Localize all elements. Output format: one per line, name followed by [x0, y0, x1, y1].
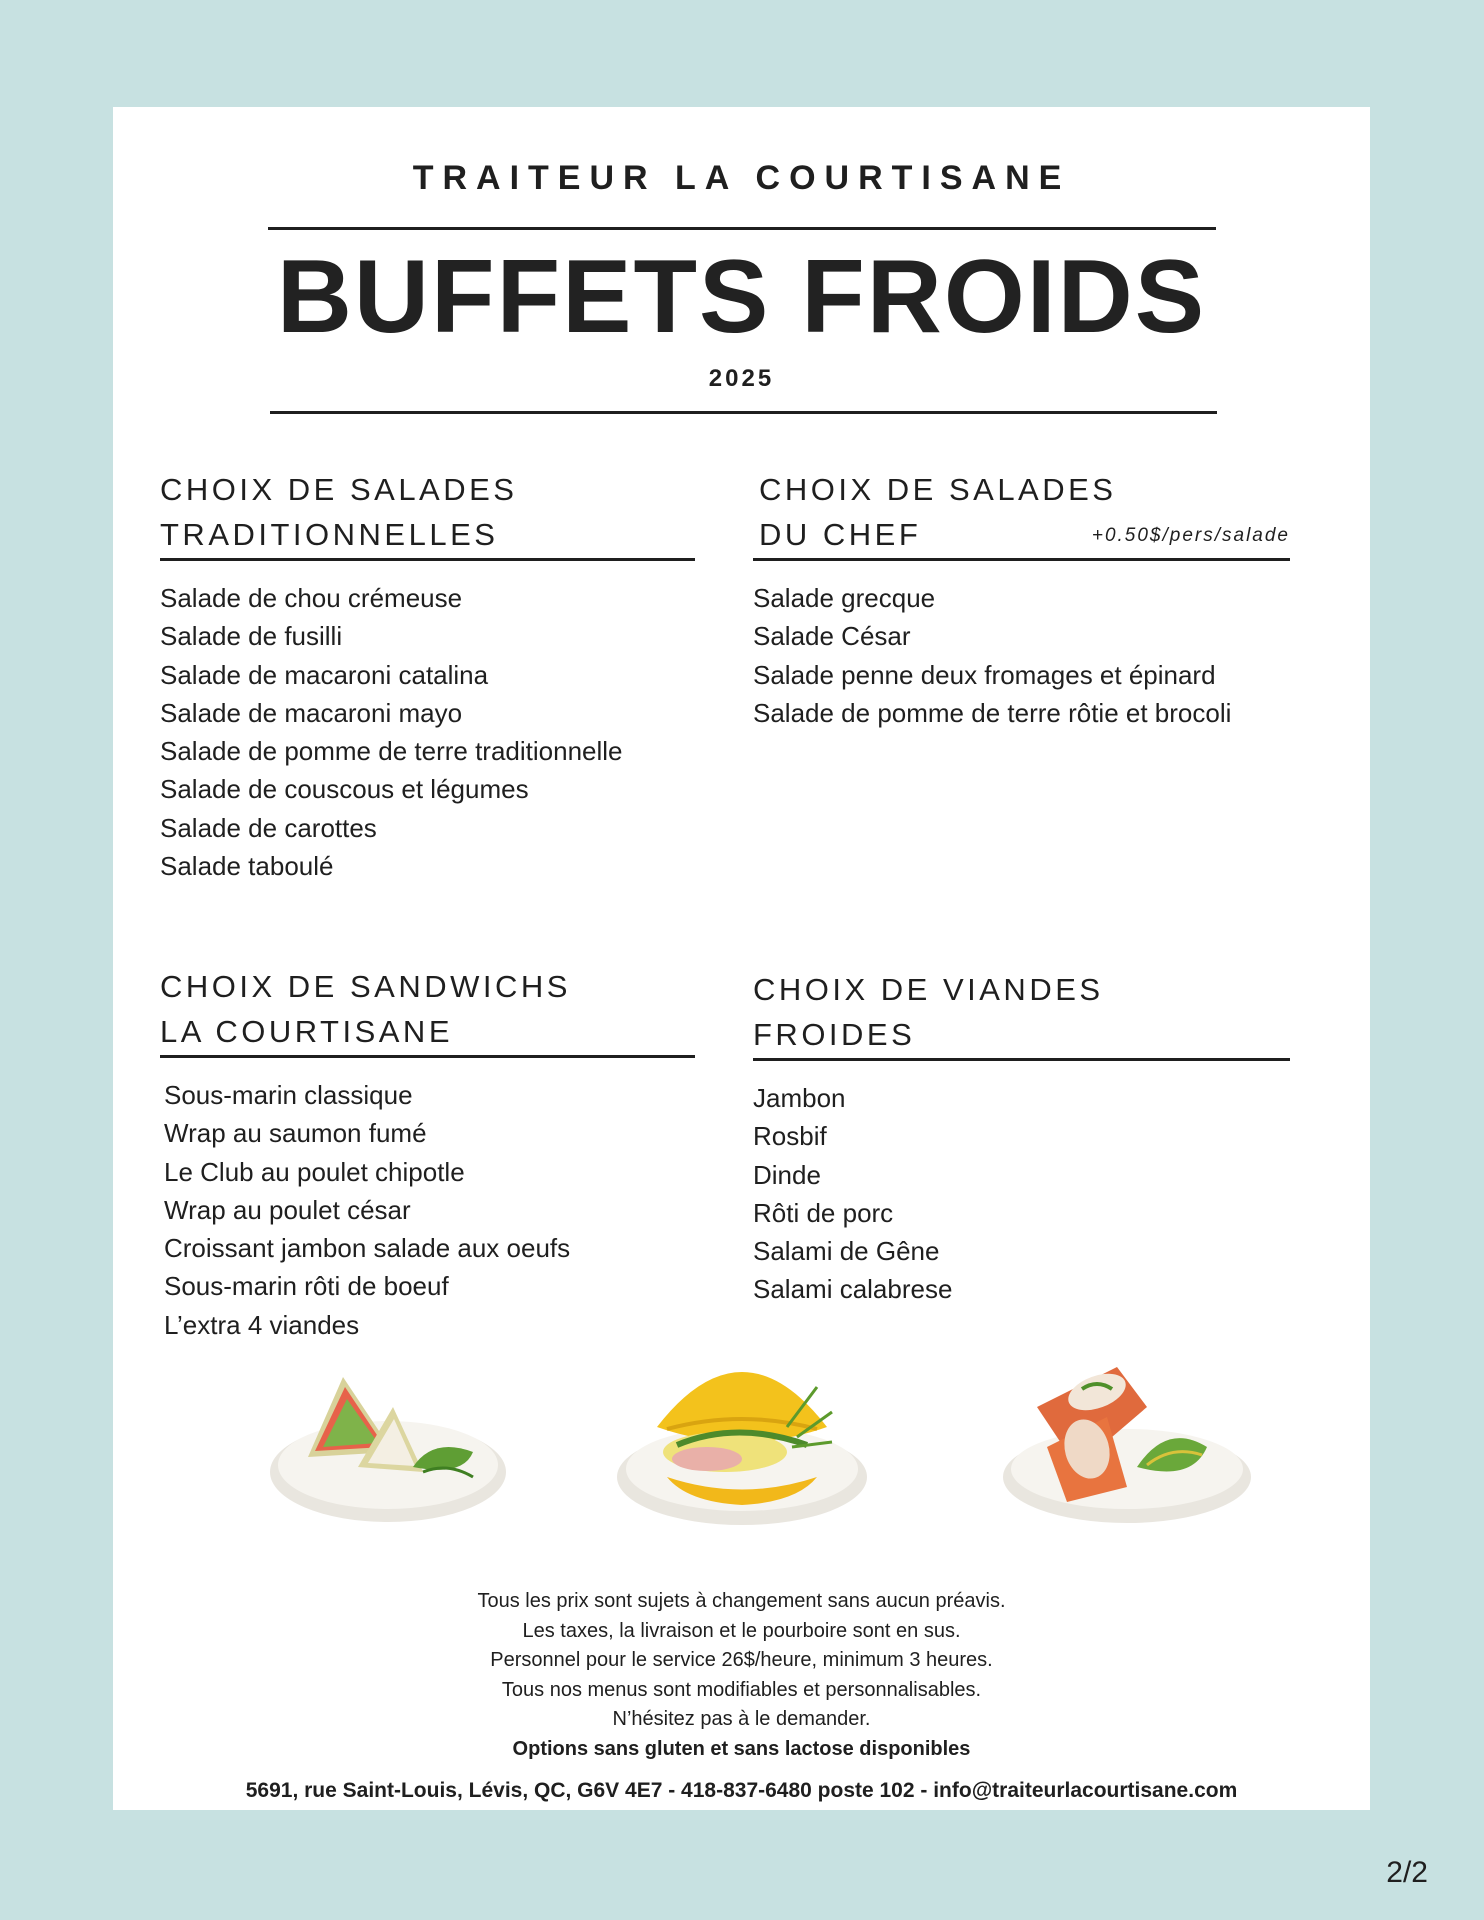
- section-rule: [160, 1055, 695, 1058]
- list-item: Salade César: [753, 621, 911, 652]
- list-item: Salade de fusilli: [160, 621, 343, 652]
- meat-list: [753, 1079, 1290, 1309]
- list-item: Salade de pomme de terre rôtie et brocoli: [753, 697, 1232, 728]
- list-item: Salade de pomme de terre traditionnelle: [160, 736, 623, 767]
- note-line: Les taxes, la livraison et le pourboire sont en sus.: [522, 1619, 961, 1642]
- note-line: N’hésitez pas à le demander.: [612, 1708, 871, 1730]
- brand-name: TRAITEUR LA COURTISANE: [412, 159, 1071, 197]
- list-item: Salade de carottes: [160, 812, 377, 843]
- list-item: Wrap au saumon fumé: [164, 1118, 427, 1149]
- contact-address: 5691, rue Saint-Louis, Lévis, QC, G6V 4E7 - 418-837-6480 poste 102 - info@traiteurlacourtisane.com: [245, 1779, 1238, 1802]
- salad-list: [753, 579, 1290, 732]
- section-rule: [753, 1058, 1290, 1061]
- section-cold-meats: [753, 967, 1290, 1309]
- list-item: Salade taboulé: [160, 851, 334, 882]
- section-rule: [160, 558, 695, 561]
- list-item: Jambon: [753, 1083, 846, 1113]
- club-sandwich-photo: [263, 1347, 513, 1527]
- section-title-line1: CHOIX DE SALADES: [759, 472, 1117, 507]
- list-item: Le Club au poulet chipotle: [164, 1156, 465, 1187]
- list-item: Salade de couscous et légumes: [160, 774, 529, 805]
- menu-year: 2025: [708, 365, 775, 392]
- surcharge-note: +0.50$/pers/salade: [1091, 525, 1290, 546]
- croissant-photo: [607, 1317, 877, 1527]
- notes-block: [113, 1587, 1370, 1764]
- section-title-line1: CHOIX DE VIANDES: [753, 972, 1104, 1007]
- title-top-rule: [268, 227, 1216, 230]
- salad-list: [160, 579, 695, 885]
- list-item: Salade penne deux fromages et épinard: [753, 659, 1216, 690]
- section-rule: [753, 558, 1290, 561]
- section-title-line1: CHOIX DE SALADES: [160, 472, 518, 507]
- list-item: Salade grecque: [753, 583, 936, 613]
- section-title-line2: LA COURTISANE: [160, 1014, 454, 1049]
- list-item: Sous-marin classique: [164, 1080, 413, 1110]
- section-chef-salads: [753, 467, 1290, 732]
- note-line: Tous les prix sont sujets à changement sans aucun préavis.: [477, 1590, 1006, 1612]
- list-item: Salade de macaroni catalina: [160, 659, 489, 690]
- section-title-line1: CHOIX DE SANDWICHS: [160, 969, 571, 1004]
- page-number: 2/2: [1386, 1856, 1428, 1889]
- section-title-line2: DU CHEF: [759, 517, 922, 552]
- section-title: [160, 964, 695, 1054]
- dietary-options-note: Options sans gluten et sans lactose disponibles: [512, 1737, 971, 1760]
- wrap-photo: [997, 1337, 1257, 1527]
- title-bottom-rule: [270, 411, 1217, 414]
- list-item: Salami calabrese: [753, 1274, 953, 1305]
- menu-sheet: [113, 107, 1370, 1810]
- section-sandwiches: [160, 964, 695, 1344]
- list-item: Salade de chou crémeuse: [160, 583, 463, 613]
- list-item: Salami de Gêne: [753, 1236, 940, 1267]
- sandwich-list: [160, 1076, 695, 1344]
- list-item: Rôti de porc: [753, 1197, 894, 1228]
- list-item: Rosbif: [753, 1121, 827, 1152]
- note-line: Personnel pour le service 26$/heure, minimum 3 heures.: [490, 1649, 993, 1671]
- note-line: Tous nos menus sont modifiables et personnalisables.: [501, 1678, 982, 1701]
- section-title: [160, 467, 695, 557]
- section-title: [753, 967, 1290, 1057]
- list-item: Salade de macaroni mayo: [160, 697, 463, 728]
- section-title-line2: FROIDES: [753, 1017, 916, 1052]
- list-item: Dinde: [753, 1159, 821, 1190]
- food-photos: [113, 1347, 1370, 1547]
- section-title-line2: TRADITIONNELLES: [160, 517, 499, 552]
- list-item: Croissant jambon salade aux oeufs: [164, 1233, 571, 1264]
- section-traditional-salads: [160, 467, 695, 885]
- list-item: L’extra 4 viandes: [164, 1309, 360, 1340]
- list-item: Wrap au poulet césar: [164, 1194, 411, 1225]
- page-title: BUFFETS FROIDS: [276, 239, 1207, 355]
- list-item: Sous-marin rôti de boeuf: [164, 1271, 449, 1302]
